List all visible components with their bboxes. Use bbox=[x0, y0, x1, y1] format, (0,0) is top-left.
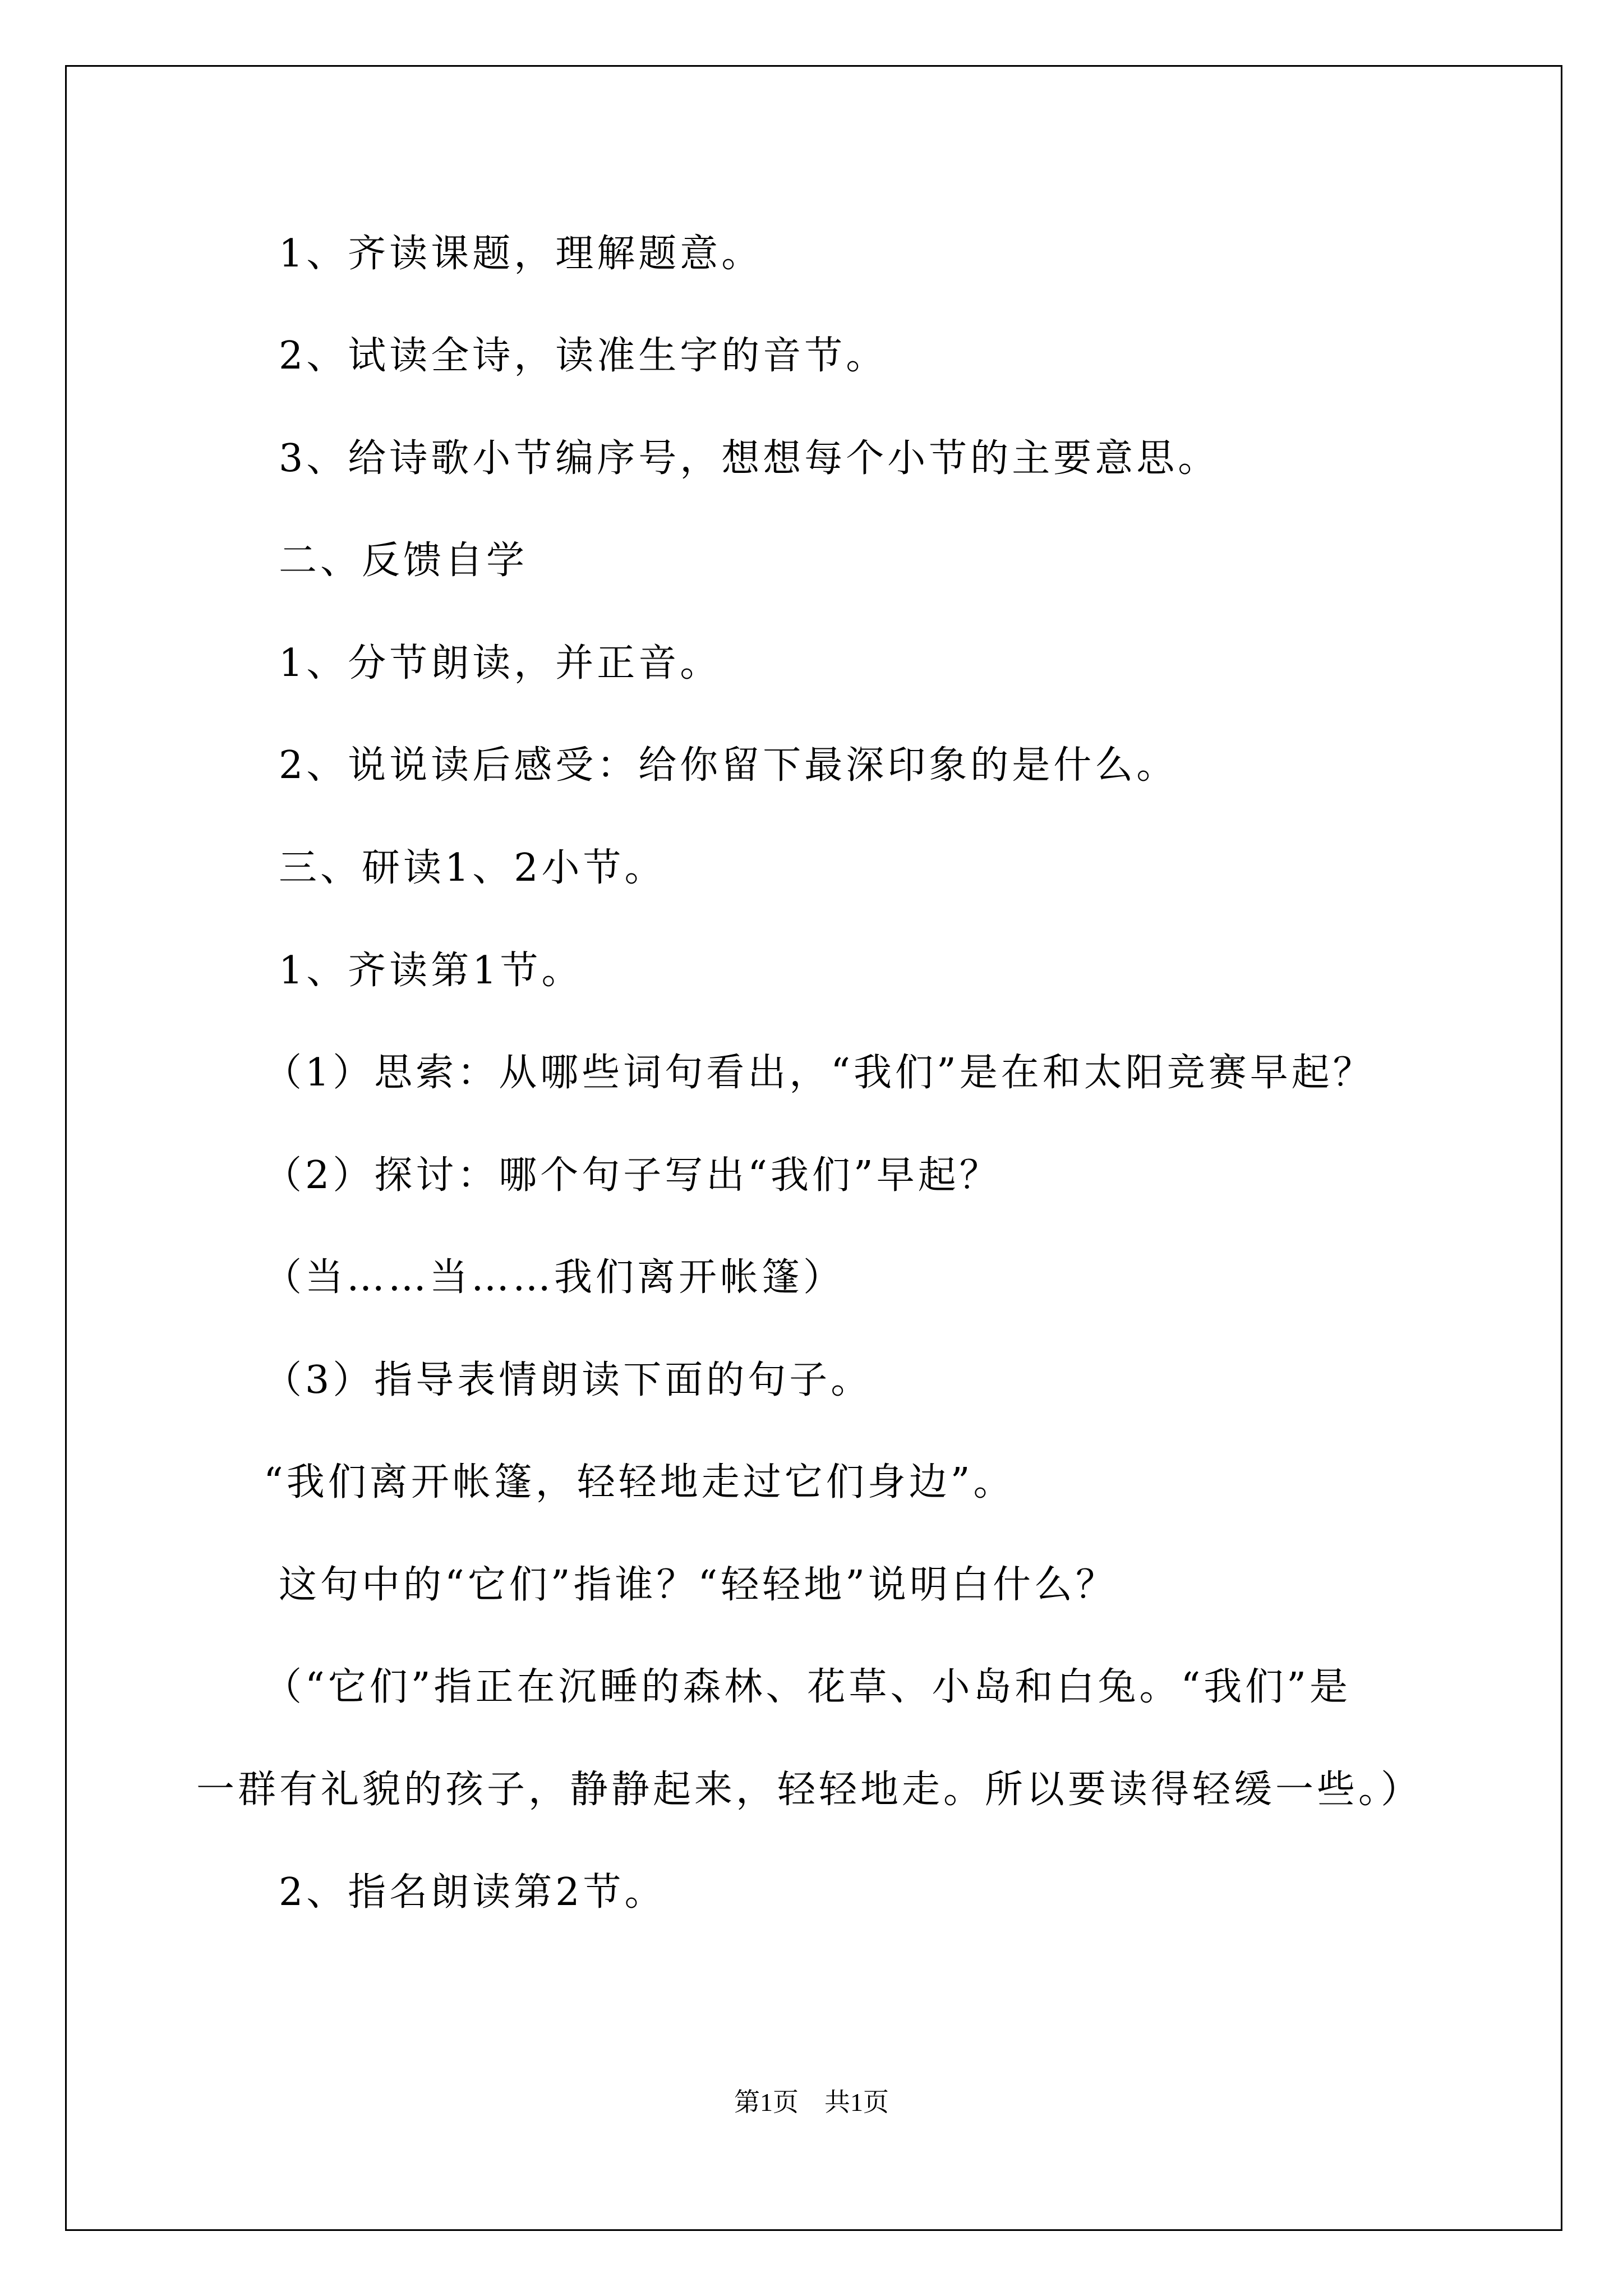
section-heading-3: 三、研读1、2小节。 bbox=[279, 846, 666, 890]
paragraph-line-11: （当……当……我们离开帐篷） bbox=[264, 1255, 845, 1300]
paragraph-line-2: 2、试读全诗，读准生字的音节。 bbox=[279, 334, 888, 378]
paragraph-line-5: 1、分节朗读，并正音。 bbox=[279, 641, 722, 685]
section-heading-2: 二、反馈自学 bbox=[279, 539, 528, 583]
paragraph-line-16: 一群有礼貌的孩子，静静起来，轻轻地走。所以要读得轻缓一些。） bbox=[196, 1768, 1423, 1812]
paragraph-line-14: 这句中的“它们”指谁？“轻轻地”说明白什么？ bbox=[279, 1563, 1118, 1607]
paragraph-line-1: 1、齐读课题，理解题意。 bbox=[279, 232, 763, 276]
paragraph-line-6: 2、说说读后感受：给你留下最深印象的是什么。 bbox=[279, 743, 1178, 788]
page-footer: 第1页 共1页 bbox=[734, 2088, 889, 2116]
quoted-sentence: “我们离开帐篷，轻轻地走过它们身边”。 bbox=[264, 1460, 1015, 1504]
paragraph-line-10: （2）探讨：哪个句子写出“我们”早起？ bbox=[264, 1153, 1001, 1198]
paragraph-line-15: （“它们”指正在沉睡的森林、花草、小岛和白兔。“我们”是 bbox=[264, 1665, 1352, 1709]
paragraph-line-3: 3、给诗歌小节编序号，想想每个小节的主要意思。 bbox=[279, 436, 1220, 481]
paragraph-line-12: （3）指导表情朗读下面的句子。 bbox=[264, 1358, 873, 1402]
paragraph-line-8: 1、齐读第1节。 bbox=[279, 949, 583, 993]
paragraph-line-17: 2、指名朗读第2节。 bbox=[279, 1870, 666, 1915]
paragraph-line-9: （1）思索：从哪些词句看出，“我们”是在和太阳竞赛早起？ bbox=[264, 1051, 1375, 1095]
